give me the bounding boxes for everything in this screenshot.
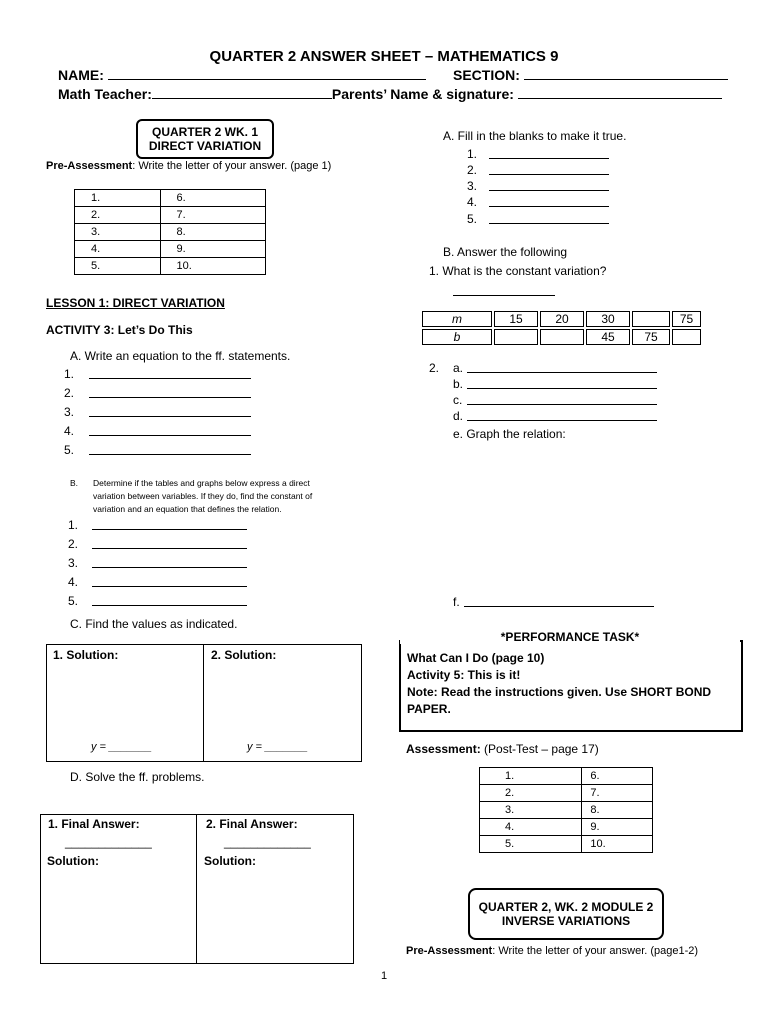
cell[interactable]	[632, 311, 670, 327]
list-item	[64, 367, 74, 381]
graph-label: e. Graph the relation:	[453, 427, 566, 441]
question1: 1. What is the constant variation?	[429, 264, 607, 278]
table-row	[480, 836, 653, 853]
cell[interactable]: 6.	[582, 768, 653, 785]
section-row	[453, 67, 728, 83]
answer-blank[interactable]	[489, 223, 609, 224]
partD-instruction: D. Solve the ff. problems.	[70, 770, 205, 784]
list-item	[467, 179, 477, 193]
cell[interactable]: 8.	[582, 802, 653, 819]
answer-blank[interactable]	[89, 416, 251, 417]
partB-line: variation and an equation that defines the relation.	[93, 504, 282, 514]
item-number: 1.	[467, 147, 478, 161]
pre-assessment-2-label: Pre-Assessment	[406, 945, 493, 957]
answer-blank[interactable]	[92, 529, 247, 530]
cell: 20	[540, 311, 584, 327]
section-blank[interactable]	[524, 67, 728, 80]
table-row	[422, 311, 701, 327]
partB-letter: B.	[70, 478, 79, 488]
item-number: 5.	[467, 212, 478, 226]
final-answer1-label: 1. Final Answer:	[48, 817, 140, 831]
cell[interactable]: 4.	[75, 241, 161, 258]
table-row	[480, 785, 653, 802]
table-row	[480, 819, 653, 836]
cell[interactable]: 7.	[160, 207, 265, 224]
list-item	[68, 556, 78, 570]
wk2-box-line2: INVERSE VARIATIONS	[501, 914, 631, 928]
name-row	[58, 67, 426, 83]
item-number: 2.	[64, 386, 75, 400]
table-row	[75, 207, 266, 224]
cell[interactable]: 2.	[75, 207, 161, 224]
wk2-box	[468, 888, 664, 940]
answer-blank[interactable]	[92, 548, 247, 549]
partB-line: variation between variables. If they do, find the constant of	[93, 491, 313, 501]
list-item	[453, 377, 463, 391]
page-number: 1	[380, 970, 388, 982]
list-item	[68, 575, 78, 589]
answer-blank[interactable]	[467, 404, 657, 405]
answer-blank[interactable]	[92, 605, 247, 606]
cell: 30	[586, 311, 630, 327]
right-partA-instruction: A. Fill in the blanks to make it true.	[443, 129, 627, 143]
answer-blank[interactable]	[489, 174, 609, 175]
list-item	[64, 424, 74, 438]
answer-blank[interactable]	[89, 435, 251, 436]
item-letter: c.	[453, 393, 463, 407]
table-row	[422, 329, 701, 345]
table-row	[75, 224, 266, 241]
perf-line: Note: Read the instructions given. Use SHORT BOND	[407, 685, 712, 699]
partC-instruction: C. Find the values as indicated.	[70, 617, 238, 631]
item-number: 4.	[64, 424, 75, 438]
wk2-box-line1: QUARTER 2, WK. 2 MODULE 2	[478, 900, 654, 914]
cell[interactable]	[672, 329, 701, 345]
cell[interactable]: 9.	[582, 819, 653, 836]
cell[interactable]	[494, 329, 538, 345]
assessment-line	[406, 742, 599, 756]
parents-label: Parents’ Name & signature:	[331, 86, 514, 102]
answer-blank[interactable]	[467, 372, 657, 373]
partD-solution-box	[40, 814, 354, 964]
performance-task-box	[399, 640, 743, 732]
performance-task-title: *PERFORMANCE TASK*	[400, 631, 740, 644]
table-row	[75, 241, 266, 258]
solution1-label: 1. Solution:	[53, 648, 119, 662]
cell[interactable]: 10.	[582, 836, 653, 853]
perf-line: Activity 5: This is it!	[407, 668, 521, 682]
page-title: QUARTER 2 ANSWER SHEET – MATHEMATICS 9	[209, 48, 559, 65]
list-item	[68, 537, 78, 551]
item-number: 5.	[64, 443, 75, 457]
partB-instruction	[93, 477, 373, 516]
final-answer2-label: 2. Final Answer:	[206, 817, 298, 831]
solution-label: Solution:	[47, 854, 99, 868]
divider	[203, 645, 204, 761]
wk1-box	[136, 119, 274, 159]
list-item	[467, 195, 477, 209]
answer-blank[interactable]	[89, 454, 251, 455]
cell[interactable]: 8.	[160, 224, 265, 241]
pre-assessment-2	[406, 945, 698, 957]
cell[interactable]: 7.	[582, 785, 653, 802]
assessment-label: Assessment:	[406, 742, 481, 756]
cell: m	[422, 311, 492, 327]
answer-blank[interactable]	[89, 378, 251, 379]
teacher-blank[interactable]	[152, 86, 332, 99]
item-number: 1.	[64, 367, 75, 381]
cell[interactable]: 10.	[160, 258, 265, 275]
activity3-heading: ACTIVITY 3: Let’s Do This	[46, 323, 193, 337]
solution-label: Solution:	[204, 854, 256, 868]
cell: 45	[586, 329, 630, 345]
parents-blank[interactable]	[518, 86, 722, 99]
final-answer2-blank[interactable]: _____________	[224, 835, 311, 849]
item-number: 1.	[68, 518, 79, 532]
list-item	[467, 147, 477, 161]
cell: 75	[672, 311, 701, 327]
divider	[196, 815, 197, 963]
perf-line: What Can I Do (page 10)	[407, 651, 545, 665]
cell[interactable]: 3.	[75, 224, 161, 241]
item-letter: f.	[453, 595, 460, 609]
constant-variation-blank[interactable]	[453, 295, 555, 296]
y-equals-1[interactable]: y = _______	[91, 741, 152, 753]
cell[interactable]	[540, 329, 584, 345]
item-number: 3.	[64, 405, 75, 419]
y-equals-2[interactable]: y = _______	[247, 741, 308, 753]
cell[interactable]: 4.	[480, 819, 582, 836]
answer-blank[interactable]	[467, 420, 657, 421]
teacher-row	[58, 86, 722, 102]
cell[interactable]: 3.	[480, 802, 582, 819]
answer-blank[interactable]	[464, 606, 654, 607]
answer-blank[interactable]	[467, 388, 657, 389]
pre-assessment-label: Pre-Assessment	[46, 160, 133, 172]
right-partB-instruction: B. Answer the following	[443, 245, 568, 259]
m-b-table	[420, 309, 703, 347]
pre-assessment	[46, 160, 331, 172]
wk1-box-line1: QUARTER 2 WK. 1	[151, 125, 258, 139]
cell[interactable]: 1.	[480, 768, 582, 785]
table-row	[75, 190, 266, 207]
list-item	[64, 443, 74, 457]
item-number: 4.	[467, 195, 478, 209]
answer-blank[interactable]	[489, 206, 609, 207]
list-item	[64, 405, 74, 419]
cell[interactable]: 6.	[160, 190, 265, 207]
item-number: 4.	[68, 575, 79, 589]
table-row	[480, 768, 653, 785]
list-item	[453, 409, 463, 423]
list-item	[68, 518, 78, 532]
item-number: 2.	[467, 163, 478, 177]
cell: b	[422, 329, 492, 345]
item-number: 3.	[467, 179, 478, 193]
list-item	[453, 595, 460, 609]
cell: 75	[632, 329, 670, 345]
name-label: NAME:	[58, 67, 104, 83]
perf-line: PAPER.	[407, 702, 451, 716]
cell[interactable]: 5.	[75, 258, 161, 275]
pre-assessment-2-text: : Write the letter of your answer. (page1-2)	[492, 945, 699, 957]
answer-blank[interactable]	[89, 397, 251, 398]
lesson1-heading: LESSON 1: DIRECT VARIATION	[46, 296, 225, 310]
partA-instruction: A. Write an equation to the ff. statements.	[70, 349, 291, 363]
assessment-text: (Post-Test – page 17)	[480, 742, 599, 756]
list-item	[467, 212, 477, 226]
name-blank[interactable]	[108, 67, 426, 80]
list-item	[453, 361, 463, 375]
answer-blank[interactable]	[489, 158, 609, 159]
answer-blank[interactable]	[489, 190, 609, 191]
item-number: 3.	[68, 556, 79, 570]
item-letter: a.	[453, 361, 464, 375]
cell[interactable]: 2.	[480, 785, 582, 802]
table-row	[480, 802, 653, 819]
table-row	[75, 258, 266, 275]
list-item	[68, 594, 78, 608]
section-label: SECTION:	[453, 67, 520, 83]
item-number: 2.	[68, 537, 79, 551]
item-number: 5.	[68, 594, 79, 608]
item-letter: d.	[453, 409, 464, 423]
cell[interactable]: 9.	[160, 241, 265, 258]
partB-line: Determine if the tables and graphs below express a direct	[93, 478, 310, 488]
answer-blank[interactable]	[92, 586, 247, 587]
solution2-label: 2. Solution:	[211, 648, 277, 662]
wk1-box-line2: DIRECT VARIATION	[148, 139, 262, 153]
list-item	[64, 386, 74, 400]
cell: 15	[494, 311, 538, 327]
item-letter: b.	[453, 377, 464, 391]
partC-solution-box	[46, 644, 362, 762]
answer-blank[interactable]	[92, 567, 247, 568]
list-item	[453, 393, 462, 407]
question2-number: 2.	[429, 361, 440, 375]
pre-assessment-text: : Write the letter of your answer. (page 1)	[132, 160, 332, 172]
teacher-label: Math Teacher:	[58, 86, 152, 102]
final-answer1-blank[interactable]: _____________	[65, 835, 152, 849]
pre-assessment-table	[74, 189, 266, 275]
post-test-table	[479, 767, 653, 853]
cell[interactable]: 5.	[480, 836, 582, 853]
cell[interactable]: 1.	[75, 190, 161, 207]
list-item	[467, 163, 477, 177]
